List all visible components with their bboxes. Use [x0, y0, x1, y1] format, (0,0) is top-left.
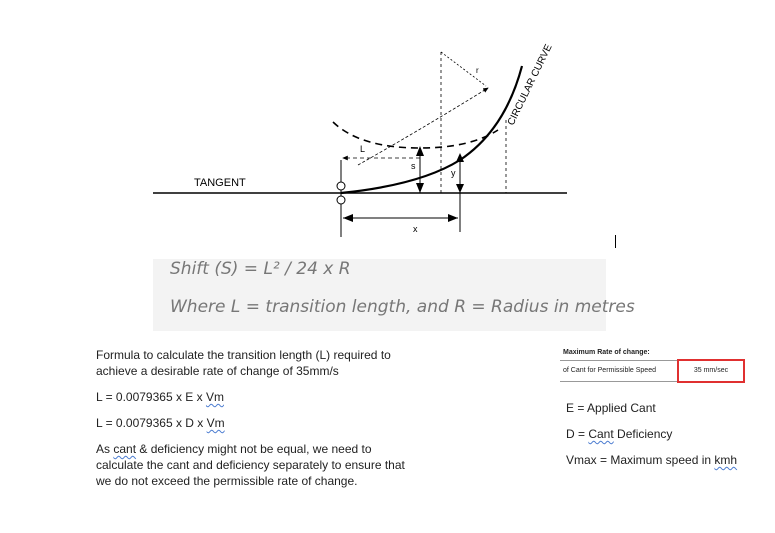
legend-e: E = Applied Cant — [566, 401, 656, 415]
equation-e-text: L = 0.0079365 x E x — [96, 390, 206, 404]
equation-d — [96, 415, 225, 431]
transition-curve-diagram — [0, 0, 775, 250]
intro-text — [96, 347, 391, 379]
explanation-paragraph — [96, 441, 405, 489]
intro-line-1: Formula to calculate the transition length (L) required to — [96, 348, 391, 362]
start-point-marker-top — [337, 182, 345, 190]
explanation-line-2: calculate the cant and deficiency separately to ensure that — [96, 458, 405, 472]
explanation-line-3: we do not exceed the permissible rate of change. — [96, 474, 358, 488]
radius-line-upper — [441, 52, 486, 86]
offset-arrowhead-bottom — [456, 184, 464, 193]
shift-arrowhead-bottom — [416, 183, 424, 193]
rate-table-label: of Cant for Permissible Speed — [563, 367, 656, 374]
rate-table-value: 35 mm/sec — [677, 359, 745, 383]
explanation-line-1: As cant & deficiency might not be equal, we need to — [96, 442, 372, 456]
circular-curve-label: CIRCULAR CURVE — [505, 42, 555, 128]
tangent-label: TANGENT — [194, 177, 246, 189]
rate-of-change-table — [560, 345, 743, 382]
equation-d-var: Vm — [206, 416, 225, 430]
x-label: x — [413, 224, 418, 234]
text-cursor — [615, 235, 616, 248]
radius-label: r — [476, 66, 479, 75]
rate-table-row — [560, 361, 743, 382]
offset-label: y — [451, 168, 456, 178]
shifted-curve-dashed — [333, 122, 498, 148]
x-arrowhead-left — [343, 214, 353, 222]
intro-line-2: achieve a desirable rate of change of 35mm/s — [96, 364, 339, 378]
equation-e-var: Vm — [205, 390, 224, 404]
legend-d: D = Cant Deficiency — [566, 427, 673, 441]
equation-d-text: L = 0.0079365 x D x — [96, 416, 207, 430]
shift-formula-box — [153, 259, 635, 331]
transition-curve — [341, 66, 522, 193]
equation-e — [96, 389, 224, 405]
x-arrowhead-right — [448, 214, 458, 222]
shift-label: s — [411, 161, 416, 171]
shift-formula: Shift (S) = L² / 24 x R — [170, 259, 351, 279]
rate-table-header: Maximum Rate of change: — [560, 345, 743, 361]
shift-definition: Where L = transition length, and R = Radius in metres — [170, 297, 635, 317]
length-label: L — [360, 144, 366, 154]
legend-v: Vmax = Maximum speed in kmh — [566, 453, 738, 467]
start-point-marker-bottom — [337, 196, 345, 204]
